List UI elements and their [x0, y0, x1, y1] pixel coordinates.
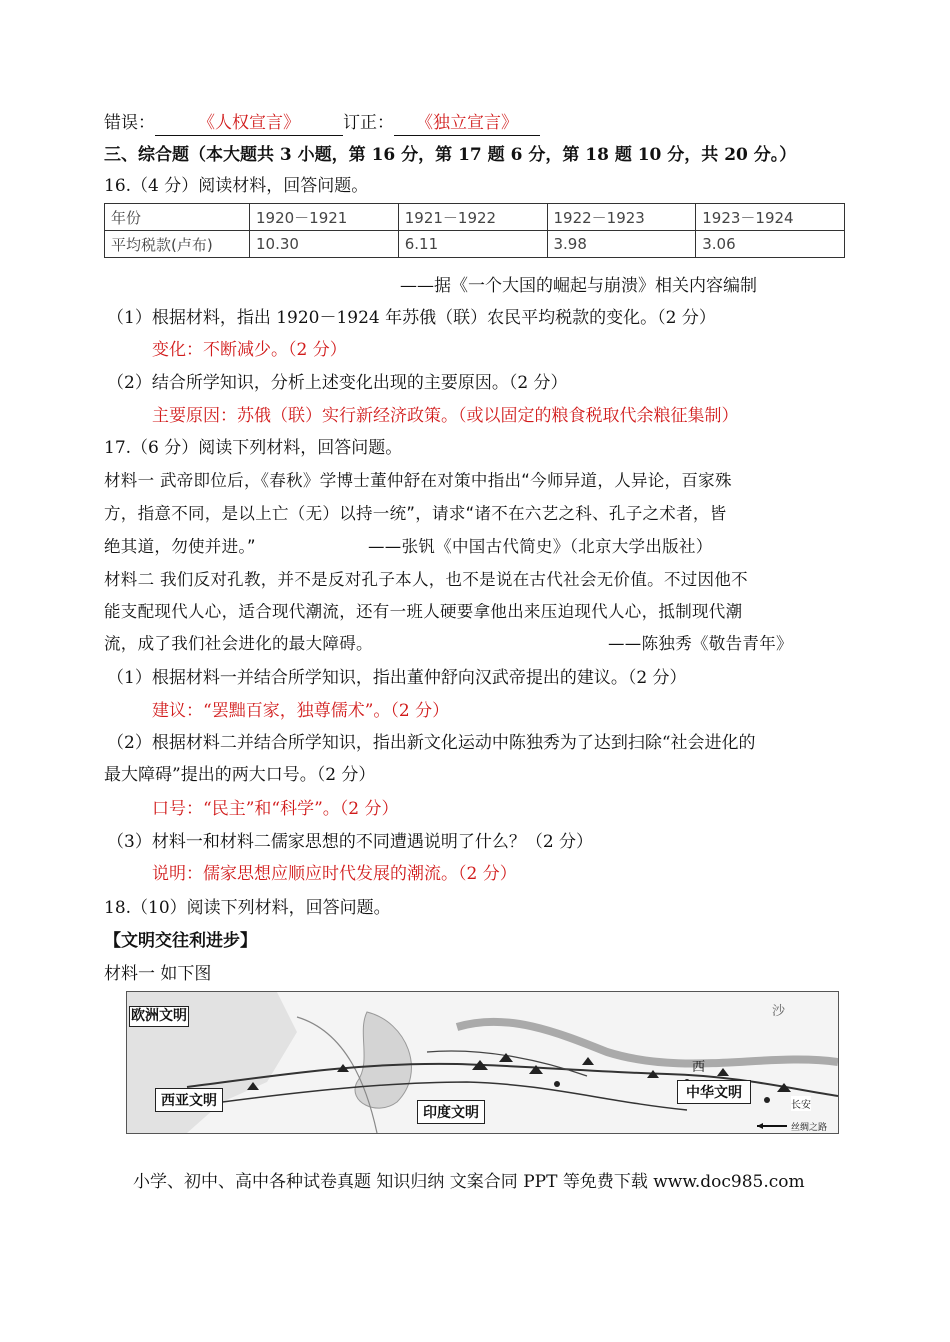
- q17-stem: 17.（6 分）阅读下列材料，回答问题。: [104, 438, 403, 458]
- q18-material1-label: 材料一 如下图: [104, 964, 212, 984]
- q17-material2-source: ——陈独秀《敬告青年》: [608, 634, 793, 653]
- q17-question1: （1）根据材料一并结合所学知识，指出董仲舒向汉武帝提出的建议。（2 分）: [107, 668, 687, 688]
- q16-answer2: 主要原因：苏俄（联）实行新经济政策。（或以固定的粮食税取代余粮征集制）: [152, 406, 739, 426]
- q17-answer2: 口号：“民主”和“科学”。（2 分）: [152, 799, 399, 819]
- table-row: [105, 204, 845, 231]
- table-cell: 1921－1922: [398, 204, 547, 231]
- table-cell: 10.30: [250, 231, 399, 258]
- fix-value: 《独立宣言》: [394, 111, 540, 136]
- q17-material2-line2: 能支配现代人心，适合现代潮流，还有一班人硬要拿他出来压迫现代人心，抵制现代潮: [104, 602, 743, 621]
- q17-material1-line1: 材料一 武帝即位后，《春秋》学博士董仲舒在对策中指出“今师异道，人异论，百家殊: [104, 471, 732, 490]
- q17-material1-line3: 绝其道，勿使并进。”: [104, 537, 256, 556]
- error-value: 《人权宣言》: [155, 111, 343, 136]
- table-cell: 平均税款(卢布): [105, 231, 250, 258]
- fix-label: 订正：: [343, 113, 394, 133]
- table-cell: 年份: [105, 204, 250, 231]
- table-cell: 3.06: [696, 231, 845, 258]
- label-west-asia: 西亚文明: [155, 1088, 223, 1112]
- label-changan: 长安: [791, 1096, 811, 1111]
- label-legend: 丝绸之路: [791, 1123, 828, 1133]
- q16-question1: （1）根据材料，指出 1920－1924 年苏俄（联）农民平均税款的变化。（2 分）: [107, 308, 716, 328]
- table-row: [105, 231, 845, 258]
- q17-material2-line1: 材料二 我们反对孔教，并不是反对孔子本人，也不是说在古代社会无价值。不过因他不: [104, 570, 748, 589]
- q18-stem: 18.（10）阅读下列材料，回答问题。: [104, 898, 391, 918]
- q17-answer3: 说明：儒家思想应顺应时代发展的潮流。（2 分）: [152, 864, 517, 884]
- q17-question2-line2: 最大障碍”提出的两大口号。（2 分）: [104, 765, 376, 785]
- silk-road-map: [126, 991, 839, 1134]
- label-xi: 西: [692, 1060, 706, 1075]
- label-europe: 欧洲文明: [129, 1006, 189, 1027]
- q17-question2-line1: （2）根据材料二并结合所学知识，指出新文化运动中陈独秀为了达到扫除“社会进化的: [107, 733, 756, 753]
- q17-material1-line2: 方，指意不同，是以上亡（无）以持一统”，请求“诸不在六艺之科、孔子之术者，皆: [104, 504, 727, 523]
- q16-question2: （2）结合所学知识，分析上述变化出现的主要原因。（2 分）: [107, 373, 568, 393]
- q17-material1-source: ——张钒《中国古代简史》（北京大学出版社）: [368, 537, 713, 556]
- label-desert: 沙: [772, 1004, 786, 1019]
- q17-answer1: 建议：“罢黜百家，独尊儒术”。（2 分）: [152, 701, 450, 721]
- table-cell: 6.11: [398, 231, 547, 258]
- q17-question3: （3）材料一和材料二儒家思想的不同遭遇说明了什么？（2 分）: [107, 832, 594, 852]
- q17-material2-line3: 流，成了我们社会进化的最大障碍。: [104, 634, 373, 653]
- label-china: 中华文明: [677, 1080, 751, 1104]
- label-india: 印度文明: [417, 1100, 485, 1124]
- error-correction-line: [104, 111, 540, 136]
- page-footer: 小学、初中、高中各种试卷真题 知识归纳 文案合同 PPT 等免费下载 www.doc985.com: [133, 1172, 805, 1192]
- table-cell: 3.98: [547, 231, 696, 258]
- error-label: 错误：: [104, 113, 155, 133]
- q16-source: ——据《一个大国的崛起与崩溃》相关内容编制: [400, 276, 757, 296]
- q16-answer1: 变化：不断减少。（2 分）: [152, 340, 347, 360]
- q18-theme: 【文明交往利进步】: [104, 931, 257, 951]
- tax-table: [104, 203, 845, 258]
- table-cell: 1920－1921: [250, 204, 399, 231]
- q16-stem: 16.（4 分）阅读材料，回答问题。: [104, 176, 369, 196]
- table-cell: 1922－1923: [547, 204, 696, 231]
- table-cell: 1923－1924: [696, 204, 845, 231]
- section3-heading: 三、综合题（本大题共 3 小题，第 16 分，第 17 题 6 分，第 18 题 10 分，共 20 分。）: [104, 145, 797, 165]
